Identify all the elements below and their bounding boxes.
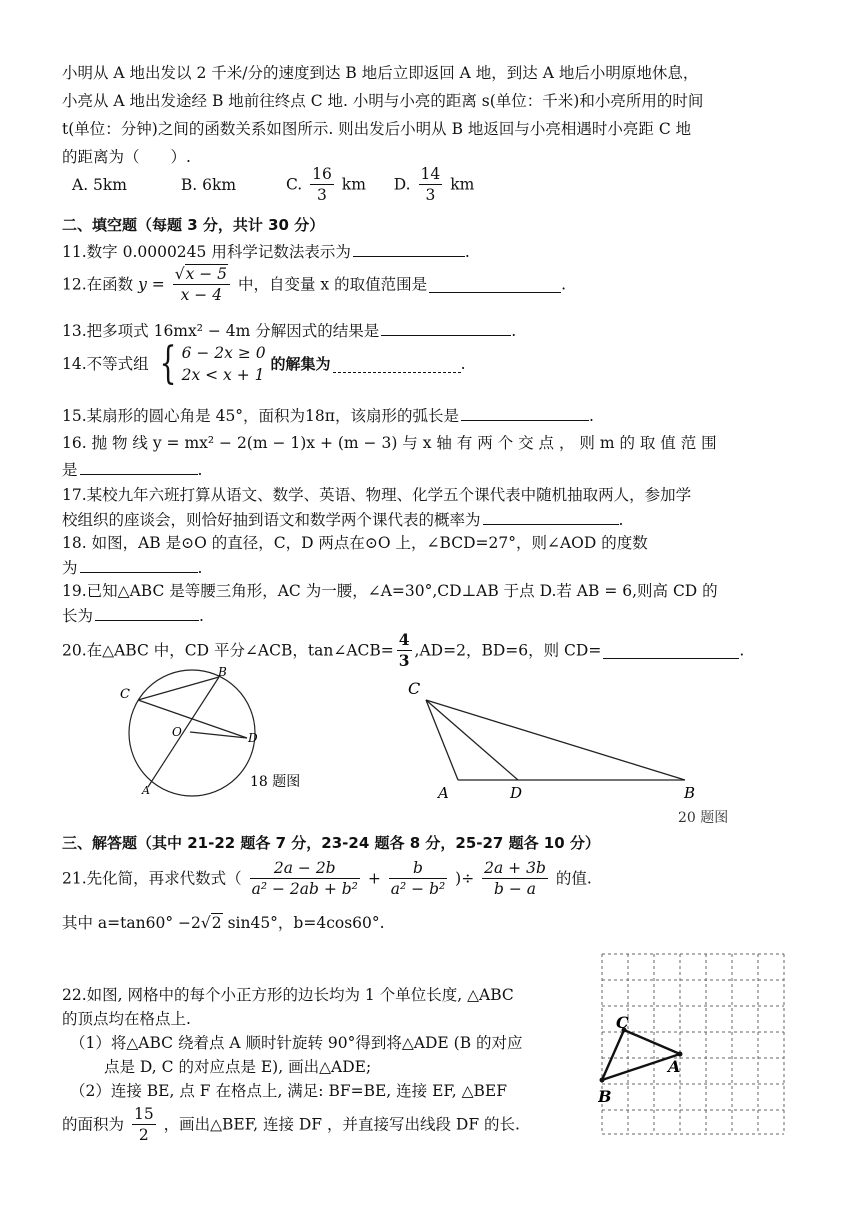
q20-answer-blank: [603, 642, 739, 659]
q12-fraction: [173, 264, 230, 305]
q13-answer-blank: [381, 319, 511, 336]
option-c-unit: km: [341, 175, 366, 194]
q21-line-2: 其中 a=tan60° −2√2 sin45°，b=4cos60°.: [62, 914, 385, 932]
q13-text: 13.把多项式 16mx² − 4m 分解因式的结果是: [62, 322, 380, 340]
q19-line-1: 19.已知△ABC 是等腰三角形，AC 为一腰，∠A=30°,CD⊥AB 于点 D.若 AB = 6,则高 CD 的: [62, 582, 718, 600]
option-c-label: C.: [285, 175, 303, 194]
q21-f3-denominator: b − a: [494, 880, 537, 898]
section-2-heading: 二、填空题（每题 3 分，共计 30 分）: [62, 216, 325, 234]
q21-fraction-2: [389, 858, 447, 899]
q21-f1-numerator: 2a − 2b: [250, 858, 360, 879]
fig20-side-ca: [426, 700, 458, 780]
option-d-fraction: [419, 164, 443, 205]
fig18-label-d: D: [248, 731, 258, 745]
q18-prefix: 为: [62, 559, 78, 577]
question-15: [62, 404, 594, 427]
q18-line-2: [62, 556, 202, 579]
q21-sqrt-value: 2: [211, 914, 222, 932]
q13-end: .: [511, 322, 517, 340]
fig18-label-c: C: [120, 687, 130, 702]
q17-answer-blank: [483, 508, 619, 525]
figure-18: [108, 666, 348, 806]
q10-line-2: 小亮从 A 地出发途经 B 地前往终点 C 地. 小明与小亮的距离 s(单位：千米)和小亮所用的时间: [62, 92, 704, 110]
q22-numerator: 15: [133, 1105, 154, 1123]
q12-denominator: x − 4: [180, 286, 223, 304]
q19-prefix: 长为: [62, 607, 94, 625]
q21-line2-post: sin45°，b=4cos60°.: [227, 914, 385, 932]
q21-post: 的值.: [555, 869, 592, 888]
q15-answer-blank: [461, 404, 589, 421]
q19-answer-blank: [95, 604, 199, 621]
q12-y: y =: [138, 275, 165, 294]
q16-line-1: 16. 抛 物 线 y = mx² − 2(m − 1)x + (m − 3) 与 x 轴 有 两 个 交 点 ， 则 m 的 取 值 范 围: [62, 434, 717, 452]
q14-pre: 14.不等式组: [62, 355, 149, 373]
fig22-side-bc: [602, 1030, 624, 1080]
option-c-numerator: 16: [312, 165, 332, 183]
question-20: [62, 630, 744, 671]
q17-end: .: [618, 511, 624, 529]
option-d-numerator: 14: [420, 165, 441, 183]
option-c-denominator: 3: [317, 186, 327, 204]
q16-end: .: [197, 461, 203, 479]
q12-numerator: √x − 5: [173, 264, 230, 285]
q21-line2-pre: 其中 a=tan60° −2: [62, 914, 201, 932]
q15-text: 15.某扇形的圆心角是 45°，面积为18π，该扇形的弧长是: [62, 407, 459, 425]
q18-end: .: [197, 559, 203, 577]
figure-22-grid: [598, 950, 798, 1140]
q16-answer-blank: [80, 458, 198, 475]
option-a: A. 5km: [72, 175, 127, 194]
q22-line-5: （2）连接 BE, 点 F 在格点上, 满足: BF=BE, 连接 EF, △BEF: [70, 1082, 507, 1100]
q18-line-1: 18. 如图，AB 是⊙O 的直径，C，D 两点在⊙O 上，∠BCD=27°，则∠AOD 的度数: [62, 534, 648, 552]
question-12: [62, 264, 566, 305]
q10-line-3: t(单位：分钟)之间的函数关系如图所示. 则出发后小明从 B 地返回与小亮相遇时小亮距 C 地: [62, 120, 692, 138]
option-d-denominator: 3: [425, 186, 436, 204]
q21-div: )÷: [455, 869, 475, 888]
fig22-label-a: A: [668, 1057, 681, 1076]
fig20-label-d: D: [510, 784, 523, 802]
q14-answer-blank: [333, 356, 461, 373]
q10-options: [72, 164, 474, 205]
q22-line-6: [62, 1104, 520, 1145]
question-11: [62, 240, 470, 263]
q17-line-2: [62, 508, 623, 531]
question-14: [62, 338, 466, 389]
q12-end: .: [561, 275, 567, 294]
fig20-label-c: C: [408, 679, 421, 698]
q22-line-2: 的顶点均在格点上.: [62, 1010, 191, 1028]
q20-fraction: [397, 630, 412, 671]
option-c-fraction: [310, 164, 334, 205]
q20-denominator: 3: [398, 651, 410, 670]
q11-text: 11.数字 0.0000245 用科学记数法表示为: [62, 243, 351, 261]
figure-20: [400, 672, 750, 832]
q21-plus: +: [367, 869, 381, 888]
fig22-point-a: [678, 1052, 683, 1057]
q21-f1-denominator: a² − 2ab + b²: [251, 880, 358, 898]
q11-answer-blank: [353, 240, 465, 257]
question-13: [62, 319, 516, 342]
q17-text: 校组织的座谈会，则恰好抽到语文和数学两个课代表的概率为: [62, 511, 481, 529]
q20-post: ,AD=2，BD=6，则 CD=: [414, 641, 602, 660]
q21-fraction-1: [250, 858, 360, 899]
option-b: B. 6km: [180, 175, 237, 194]
q12-answer-blank: [429, 276, 561, 293]
q22-line6-post: ，画出△BEF, 连接 DF ，并直接写出线段 DF 的长.: [163, 1115, 520, 1134]
fig22-label-c: C: [616, 1013, 629, 1032]
fig20-caption: 20 题图: [678, 810, 729, 826]
option-d-unit: km: [450, 175, 475, 194]
q21-fraction-3: [482, 858, 548, 899]
q21-f2-numerator: b: [389, 858, 447, 879]
option-d-label: D.: [393, 175, 411, 194]
q14-system: [182, 342, 266, 386]
fig18-label-b: B: [218, 666, 227, 679]
fig18-caption: 18 题图: [250, 774, 301, 790]
q17-line-1: 17.某校九年六班打算从语文、数学、英语、物理、化学五个课代表中随机抽取两人，参加学: [62, 486, 692, 504]
question-21: [62, 858, 592, 899]
q22-line-3: （1）将△ABC 绕着点 A 顺时针旋转 90°得到将△ADE (B 的对应: [70, 1034, 523, 1052]
q19-line-2: [62, 604, 204, 627]
q15-end: .: [588, 407, 594, 425]
fig18-circle: [129, 670, 255, 796]
q22-line-4: 点是 D, C 的对应点是 E), 画出△ADE;: [104, 1058, 372, 1076]
q12-radicand: x − 5: [185, 265, 228, 283]
q22-denominator: 2: [138, 1126, 149, 1144]
fig22-point-b: [600, 1078, 605, 1083]
q14-post: 的解集为: [270, 355, 331, 373]
fig18-diameter-ab: [148, 677, 219, 787]
q20-end: .: [739, 641, 745, 660]
fig18-label-o: O: [172, 725, 182, 739]
q14-end: .: [460, 355, 466, 373]
fig22-label-b: B: [598, 1087, 612, 1106]
q12-post: 中，自变量 x 的取值范围是: [237, 275, 428, 294]
q16-line-2: [62, 458, 202, 481]
q20-pre: 20.在△ABC 中，CD 平分∠ACB，tan∠ACB=: [62, 641, 394, 660]
q22-line6-pre: 的面积为: [62, 1115, 125, 1134]
fig18-label-a: A: [142, 784, 150, 797]
q16-prefix: 是: [62, 461, 78, 479]
q21-f2-denominator: a² − b²: [390, 880, 446, 898]
q14-brace: {: [159, 338, 176, 389]
q22-fraction: [132, 1104, 156, 1145]
q14-ineq-1: 6 − 2x ≥ 0: [181, 344, 266, 362]
q21-pre: 21.先化简，再求代数式（: [62, 869, 242, 888]
q20-numerator: 4: [398, 630, 410, 649]
fig20-label-b: B: [684, 784, 696, 802]
fig22-side-ca: [624, 1030, 680, 1054]
fig20-segment-cd: [426, 700, 518, 780]
fig20-side-cb: [426, 700, 685, 780]
q10-line-1: 小明从 A 地出发以 2 千米/分的速度到达 B 地后立即返回 A 地，到达 A 地后小明原地休息，: [62, 64, 699, 82]
q18-answer-blank: [80, 556, 198, 573]
fig22-grid-lines: [602, 954, 784, 1134]
section-3-heading: 三、解答题（其中 21-22 题各 7 分，23-24 题各 8 分，25-27 题各 10 分）: [62, 834, 600, 852]
q22-line-1: 22.如图, 网格中的每个小正方形的边长均为 1 个单位长度, △ABC: [62, 986, 514, 1004]
fig20-label-a: A: [438, 784, 449, 802]
q10-line-4: 的距离为（ ）.: [62, 148, 191, 166]
q11-end: .: [464, 243, 470, 261]
q14-ineq-2: 2x < x + 1: [181, 366, 265, 384]
q21-f3-numerator: 2a + 3b: [484, 859, 546, 877]
q12-pre: 12.在函数: [62, 275, 134, 294]
q19-end: .: [199, 607, 204, 625]
